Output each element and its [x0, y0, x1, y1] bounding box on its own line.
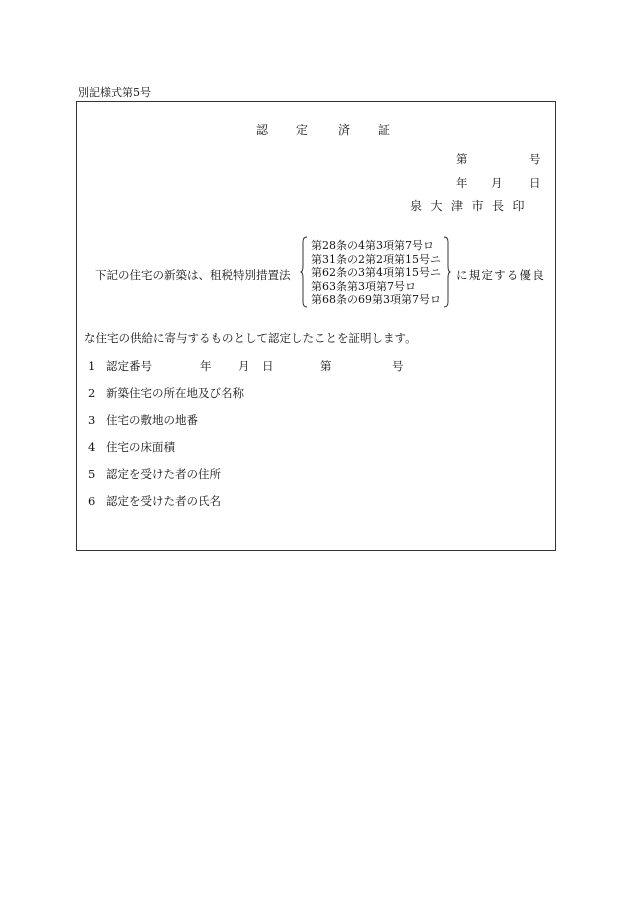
- certificate-frame: [76, 101, 556, 551]
- item-number: 1: [88, 359, 96, 373]
- item-label-certification-number: 認定番号: [106, 359, 152, 373]
- certificate-number-prefix: 第: [456, 152, 468, 166]
- item-number: 3: [88, 413, 96, 427]
- item1-number-suffix: 号: [392, 359, 404, 373]
- item-number: 4: [88, 440, 96, 454]
- issue-date-year: 年: [456, 176, 468, 190]
- issuer-char: 大: [430, 199, 443, 213]
- law-clause: 第68条の69第3項第7号ロ: [311, 293, 441, 306]
- title-char: 定: [296, 123, 309, 137]
- title-char: 認: [256, 123, 269, 137]
- issuer-signature: [410, 200, 525, 212]
- item-label-recipient-name: 認定を受けた者の氏名: [106, 494, 221, 508]
- law-clause: 第28条の4第3項第7号ロ: [311, 239, 434, 252]
- item-number: 6: [88, 494, 96, 508]
- issuer-seal-char: 印: [512, 199, 525, 213]
- issuer-char: 津: [451, 199, 464, 213]
- form-number-label: 別記様式第5号: [78, 86, 151, 99]
- law-clause: 第63条第3項第7号ロ: [311, 280, 416, 293]
- item1-day-label: 日: [262, 359, 274, 373]
- title-char: 証: [378, 123, 391, 137]
- law-clause: 第62条の3第4項第15号ニ: [311, 266, 441, 279]
- item-number: 2: [88, 386, 96, 400]
- certificate-number-suffix: 号: [529, 152, 541, 166]
- body-trail-text: に規定する優良: [456, 268, 545, 282]
- issuer-char: 長: [492, 199, 505, 213]
- issue-date-day: 日: [529, 176, 541, 190]
- issue-date-month: 月: [491, 176, 503, 190]
- issuer-char: 市: [471, 199, 484, 213]
- body-continuation-text: な住宅の供給に寄与するものとして認定したことを証明します。: [84, 331, 417, 345]
- item1-year-label: 年: [200, 359, 212, 373]
- item1-number-prefix: 第: [320, 359, 332, 373]
- body-lead-text: 下記の住宅の新築は、租税特別措置法: [95, 268, 291, 282]
- left-brace-icon: [300, 236, 308, 308]
- item-number: 5: [88, 467, 96, 481]
- item-label-location: 新築住宅の所在地及び名称: [106, 386, 244, 400]
- issuer-char: 泉: [410, 199, 423, 213]
- certificate-title: [256, 124, 390, 136]
- right-brace-icon: [443, 236, 451, 308]
- item-label-recipient-address: 認定を受けた者の住所: [106, 467, 221, 481]
- item1-month-label: 月: [238, 359, 250, 373]
- law-clause: 第31条の2第2項第15号ニ: [311, 253, 441, 266]
- item-label-floor-area: 住宅の床面積: [106, 440, 175, 454]
- item-label-lot-number: 住宅の敷地の地番: [106, 413, 198, 427]
- title-char: 済: [338, 123, 351, 137]
